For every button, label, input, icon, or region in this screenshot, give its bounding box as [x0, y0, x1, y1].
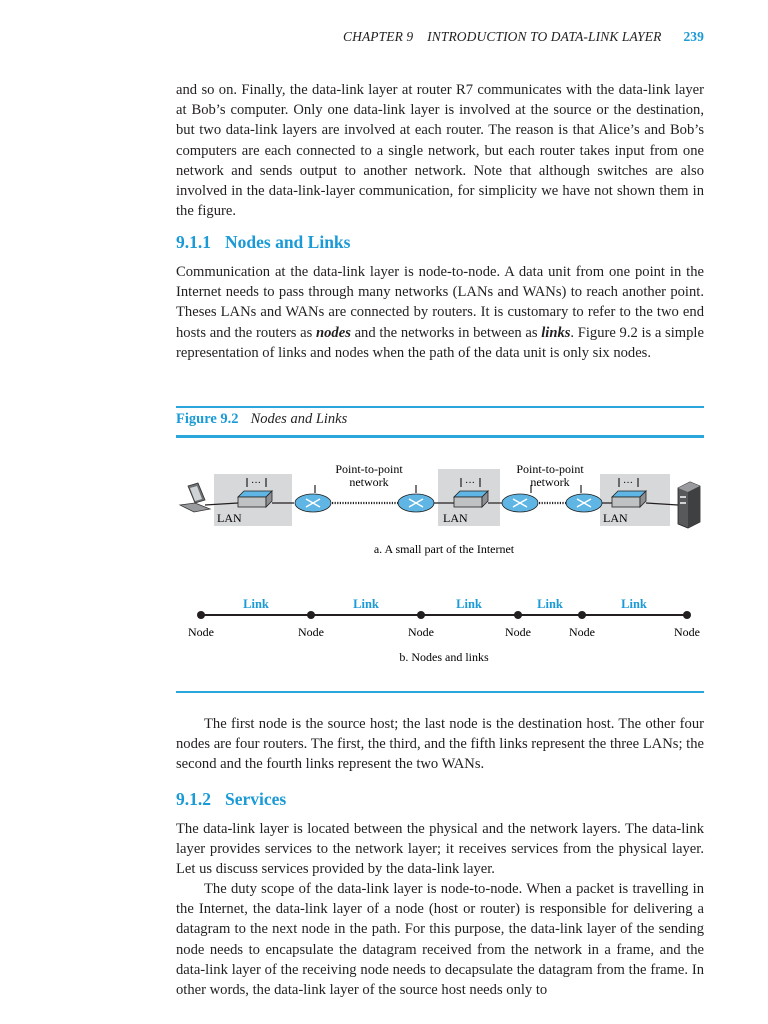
caption-b: b. Nodes and links: [399, 650, 489, 664]
link-label: Link: [456, 597, 482, 611]
paragraph-nodes-links: [176, 262, 704, 363]
node-dot: [307, 611, 315, 619]
node-dot: [197, 611, 205, 619]
figure-caption: [176, 411, 347, 428]
router-icon: [398, 494, 434, 512]
switch-dots: ···: [251, 478, 261, 489]
paragraph-figure-explanation: The first node is the source host; the last node is the destination host. The other four nodes are four routers. The first, the third, and the fifth links represent the three LANs; the second and the fourth links represent the two WANs.: [176, 716, 704, 773]
ptp-label: Point-to-point: [516, 462, 584, 476]
lan-label: LAN: [217, 511, 242, 525]
section-heading-services: [176, 789, 286, 810]
node-label: Node: [674, 625, 700, 639]
text-run: . Figure 9.2 is a simple representation of links and nodes when the path of the data unit is only six nodes.: [176, 324, 704, 361]
switch-icon: [454, 491, 488, 507]
section-number: 9.1.1: [176, 232, 211, 252]
paragraph-duty-scope: The duty scope of the data-link layer is node-to-node. When a packet is travelling in the Internet, the data-link layer of a node (host or router) is responsible for delivering a datagram to the next node in the path. For this purpose, the data-link layer of the sending node needs to encapsulate the datagram received from the network in a frame, and the data-link layer of the receiving node needs to decapsulate the datagram from the frame. In other words, the data-link layer of the source host needs only to: [176, 881, 704, 999]
figure-top-rule: [176, 406, 704, 408]
laptop-icon: [180, 483, 210, 512]
switch-dots: ···: [623, 478, 633, 489]
link-label: Link: [353, 597, 379, 611]
section-heading-nodes-links: [176, 232, 350, 253]
figure-bottom-rule: [176, 691, 704, 693]
ptp-label: network: [349, 475, 389, 489]
ptp-label: network: [530, 475, 570, 489]
switch-dots: ···: [465, 478, 475, 489]
lan-label: LAN: [603, 511, 628, 525]
node-label: Node: [188, 625, 214, 639]
figure-label: Figure 9.2: [176, 411, 239, 427]
page-number: 239: [683, 29, 704, 44]
section-title: Nodes and Links: [225, 232, 351, 252]
figure-title: Nodes and Links: [250, 411, 348, 427]
link-label: Link: [243, 597, 269, 611]
node-dot: [514, 611, 522, 619]
ptp-label: Point-to-point: [335, 462, 403, 476]
paragraph-services: The data-link layer is located between the physical and the network layers. The data-link layer provides services to the network layer; it receives services from the physical layer. Let us discuss services provided by the data-link layer.: [176, 821, 704, 878]
switch-icon: [612, 491, 646, 507]
figure-title-rule: [176, 435, 704, 438]
lan-label: LAN: [443, 511, 468, 525]
running-title: CHAPTER 9 INTRODUCTION TO DATA-LINK LAYER: [342, 29, 662, 44]
caption-a: a. A small part of the Internet: [373, 542, 515, 556]
paragraph-intro: and so on. Finally, the data-link layer at router R7 communicates with the data-link layer at Bob’s computer. Only one data-link layer is involved at the source or the destination, but two data-link layers are involved at each router. The reason is that Alice’s and Bob’s computers are each connected to a single network, but each router takes input from one network and sends output to another network. Note that although switches are also involved in the data-link-layer communication, for simplicity we have not shown them in the figure.: [176, 82, 704, 220]
text-run: Communication at the data-link layer is node-to-node. A data unit from one point in the Internet needs to pass through many networks (LANs and WANs) to reach another point. Theses LANs and WANs are connected by routers. It is customary to refer to the two end hosts and the routers as: [176, 264, 704, 341]
node-dot: [683, 611, 691, 619]
router-icon: [566, 494, 602, 512]
link-label: Link: [537, 597, 563, 611]
router-icon: [502, 494, 538, 512]
node-label: Node: [298, 625, 324, 639]
switch-icon: [238, 491, 272, 507]
figure-diagram: [0, 440, 768, 690]
section-title: Services: [225, 789, 287, 809]
running-head: [176, 29, 704, 45]
node-dot: [578, 611, 586, 619]
node-label: Node: [505, 625, 531, 639]
router-icon: [295, 494, 331, 512]
term-links: links: [541, 324, 571, 341]
section-number: 9.1.2: [176, 789, 211, 809]
term-nodes: nodes: [316, 324, 351, 341]
node-label: Node: [569, 625, 595, 639]
text-run: and the networks in between as: [350, 324, 542, 341]
server-icon: [678, 482, 700, 528]
node-dot: [417, 611, 425, 619]
link-label: Link: [621, 597, 647, 611]
node-label: Node: [408, 625, 434, 639]
